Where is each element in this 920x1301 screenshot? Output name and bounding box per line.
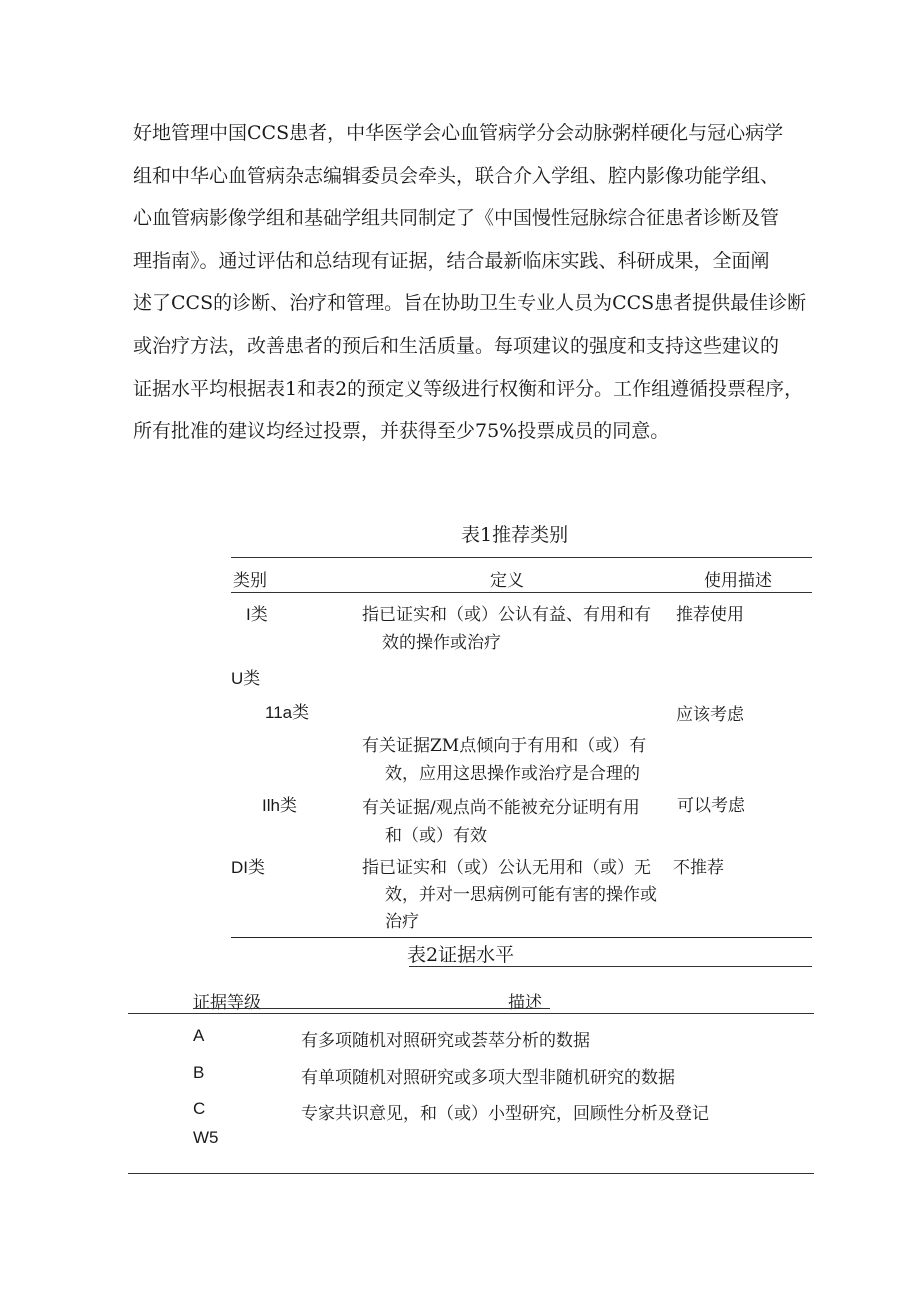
- table2-level-cell: A: [193, 1026, 205, 1045]
- table1-definition-line: 有关证据/观点尚不能被充分证明有用: [362, 798, 640, 818]
- table2-level-cell: W5: [193, 1128, 219, 1147]
- body-paragraph: [133, 112, 813, 453]
- table1-header-rule: [231, 592, 812, 593]
- table2-description-cell: 专家共识意见，和（或）小型研究，回顾性分析及登记: [301, 1104, 709, 1124]
- table1-bottom-rule: [231, 937, 812, 938]
- table2-description-cell: 有单项随机对照研究或多项大型非随机研究的数据: [301, 1068, 675, 1088]
- table1-definition-line: 效的操作或治疗: [382, 633, 501, 653]
- paragraph-line: 述了CCS的诊断、治疗和管理。旨在协助卫生专业人员为CCS患者提供最佳诊断: [133, 292, 807, 315]
- table1-header-usage: 使用描述: [704, 571, 772, 591]
- table1-header-category: 类别: [233, 571, 267, 591]
- table2-caption-rule: [409, 966, 812, 967]
- table2-header-level: 证据等级: [193, 993, 261, 1013]
- paragraph-line: 好地管理中国CCS患者，中华医学会心血管病学分会动脉粥样硬化与冠心病学: [133, 122, 784, 144]
- table1-category-cell: 11a类: [265, 703, 310, 722]
- paragraph-line: 证据水平均根据表1和表2的预定义等级进行权衡和评分。工作组遵循投票程序，: [133, 377, 804, 400]
- table1-category-cell: U类: [231, 669, 261, 688]
- paragraph-line: 或治疗方法，改善患者的预后和生活质量。每项建议的强度和支持这些建议的: [133, 334, 780, 357]
- table2-header-underline: [193, 1008, 550, 1009]
- table2-level-cell: B: [193, 1063, 205, 1082]
- table1-definition-line: 治疗: [385, 912, 419, 932]
- table1-usage-cell: 可以考虑: [677, 796, 745, 816]
- paragraph-line: 理指南》。通过评估和总结现有证据，结合最新临床实践、科研成果，全面阐: [133, 249, 770, 272]
- paragraph-line: 心血管病影像学组和基础学组共同制定了《中国慢性冠脉综合征患者诊断及管: [133, 207, 780, 230]
- table1-usage-cell: 不推荐: [673, 858, 724, 878]
- table2-header-description: 描述: [508, 993, 542, 1013]
- table1-definition-line: 效，应用这思操作或治疗是合理的: [385, 764, 640, 784]
- table1-usage-cell: 应该考虑: [676, 705, 744, 725]
- table2-header-rule: [128, 1013, 814, 1014]
- table1-definition-line: 效，并对一思病例可能有害的操作或: [385, 885, 657, 905]
- table2-caption: 表2证据水平: [407, 944, 515, 966]
- table1-category-cell: I类: [246, 605, 268, 624]
- table1-top-rule: [231, 557, 812, 558]
- table2-level-cell: C: [193, 1099, 206, 1118]
- table2-bottom-rule: [128, 1173, 814, 1174]
- table1-definition-line: 和（或）有效: [385, 826, 487, 846]
- table2-description-cell: 有多项随机对照研究或荟萃分析的数据: [301, 1031, 590, 1051]
- table1-definition-line: 有关证据ZM点倾向于有用和（或）有: [362, 736, 647, 756]
- table1-caption: 表1推荐类别: [461, 524, 569, 546]
- table1-definition-line: 指已证实和（或）公认无用和（或）无: [362, 858, 651, 878]
- table1-definition-line: 指已证实和（或）公认有益、有用和有: [362, 605, 651, 625]
- table1-usage-cell: 推荐使用: [676, 605, 744, 625]
- table1-category-cell: Ilh类: [262, 796, 297, 815]
- table1-category-cell: DI类: [231, 858, 265, 877]
- paragraph-line: 所有批准的建议均经过投票，并获得至少75%投票成员的同意。: [133, 420, 670, 443]
- table1-header-definition: 定义: [490, 571, 524, 591]
- paragraph-line: 组和中华心血管病杂志编辑委员会牵头，联合介入学组、腔内影像功能学组、: [133, 164, 780, 187]
